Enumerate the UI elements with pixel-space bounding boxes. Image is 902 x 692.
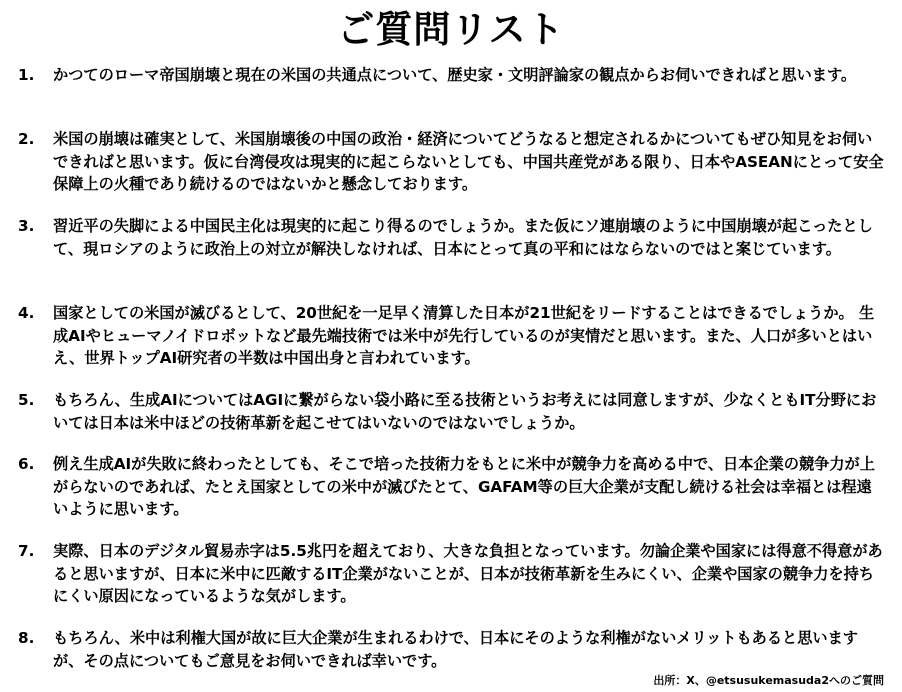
question-text: 例え生成AIが失敗に終わったとしても、そこで培った技術力をもとに米中が競争力を高める中で、日本企業の競争力が上がらないのであれば、たとえ国家としての米中が滅びたとて、GAFAM等の巨大企業が支配し続ける社会は幸福とは程遠いように思います。 — [53, 455, 875, 518]
question-number: 8. — [18, 629, 35, 647]
question-item-8 — [18, 627, 890, 672]
question-text: かつてのローマ帝国崩壊と現在の米国の共通点について、歴史家・文明評論家の観点からお伺いできればと思います。 — [53, 66, 857, 84]
question-number: 1. — [18, 66, 35, 84]
question-text: 国家としての米国が滅びるとして、20世紀を一足早く清算した日本が21世紀をリードすることはできるでしょうか。 生成AIやヒューマノイドロボットなど最先端技術では米中が先行しているのが実情だと思います。また、人口が多いとはいえ、世界トップAI研究者の半数は中国出身と言われています。 — [53, 304, 875, 367]
question-text: 実際、日本のデジタル貿易赤字は5.5兆円を超えており、大きな負担となっています。勿論企業や国家には得意不得意があると思いますが、日本に米中に匹敵するIT企業がないことが、日本が技術革新を生みにくい、企業や国家の競争力を持ちにくい原因になっているような気がします。 — [53, 542, 883, 605]
question-item-4 — [18, 302, 890, 370]
question-number: 5. — [18, 391, 35, 409]
question-item-7 — [18, 540, 890, 608]
question-number: 4. — [18, 304, 35, 322]
question-number: 7. — [18, 542, 35, 560]
question-item-6 — [18, 453, 890, 521]
question-text: もちろん、生成AIについてはAGIに繋がらない袋小路に至る技術というお考えには同意しますが、少なくともIT分野においては日本は米中ほどの技術革新を起こせてはいないのではないでしょうか。 — [53, 391, 877, 432]
question-item-5 — [18, 389, 890, 434]
question-text: もちろん、米中は利権大国が故に巨大企業が生まれるわけで、日本にそのような利権がないメリットもあると思いますが、その点についてもご意見をお伺いできれば幸いです。 — [53, 629, 858, 670]
question-text: 米国の崩壊は確実として、米国崩壊後の中国の政治・経済についてどうなると想定されるかについてもぜひ知見をお伺いできればと思います。仮に台湾侵攻は現実的に起こらないとしても、中国共産党がある限り、日本やASEANにとって安全保障上の火種であり続けるのではないかと懸念しております。 — [53, 130, 884, 193]
page-title: ご質問リスト — [337, 8, 565, 51]
question-item-2 — [18, 128, 890, 196]
question-number: 6. — [18, 455, 35, 473]
question-item-1 — [18, 64, 890, 87]
question-number: 2. — [18, 130, 35, 148]
question-text: 習近平の失脚による中国民主化は現実的に起こり得るのでしょうか。また仮にソ連崩壊のように中国崩壊が起こったとして、現ロシアのように政治上の対立が解決しなければ、日本にとって真の平和にはならないのではと案じています。 — [53, 217, 873, 258]
source-note: 出所：X、@etsusukemasuda2へのご質問 — [653, 674, 884, 687]
question-number: 3. — [18, 217, 35, 235]
question-item-3 — [18, 215, 890, 260]
